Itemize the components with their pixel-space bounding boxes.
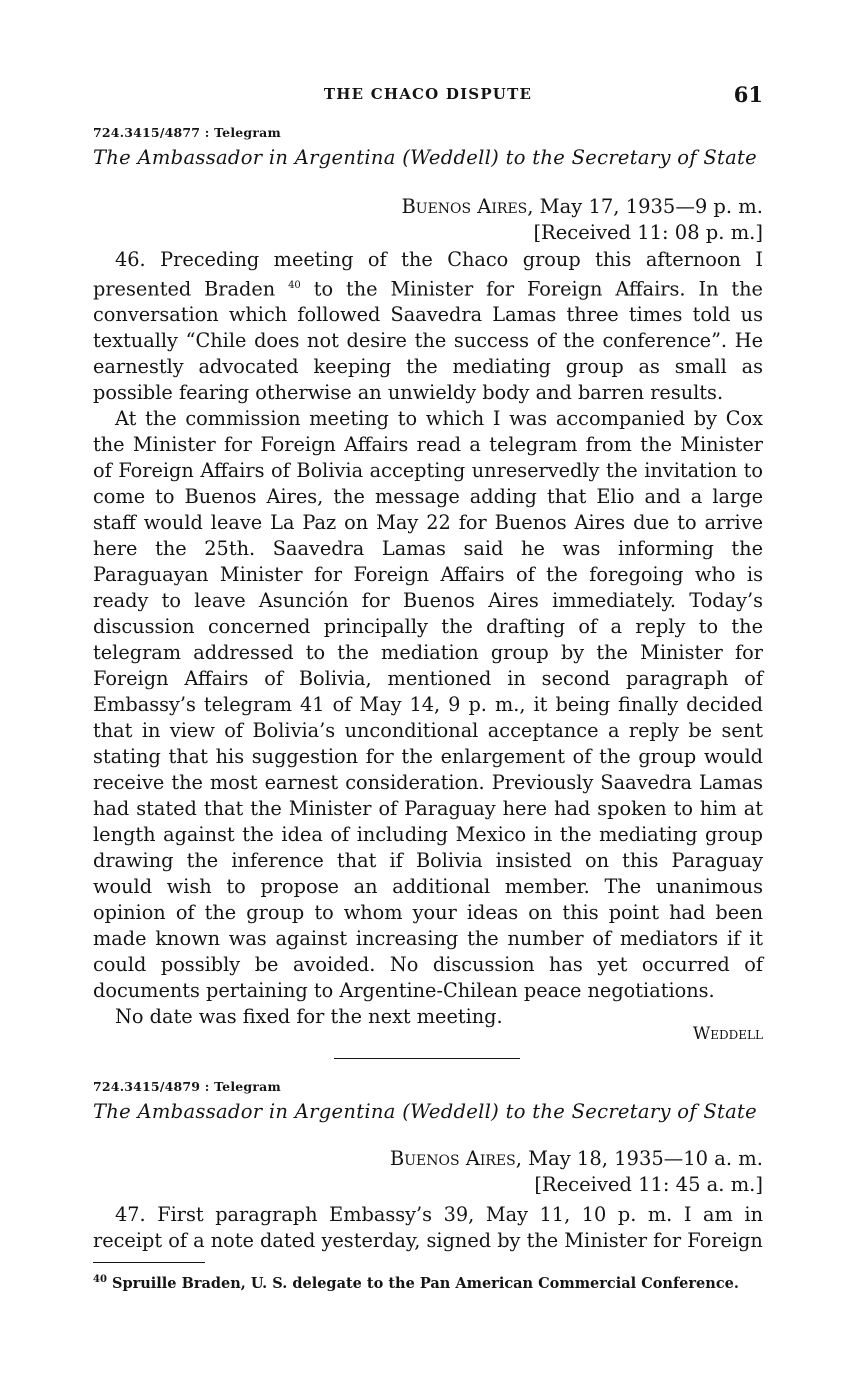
dateline-date: May 18, 1935—10 a. m. <box>528 1147 763 1170</box>
document-heading: The Ambassador in Argentina (Weddell) to the Secretary of State <box>93 146 758 169</box>
dateline-place: Buenos Aires, <box>389 1147 522 1170</box>
file-reference: 724.3415/4877 : Telegram <box>93 125 281 140</box>
signature-block <box>93 1024 763 1044</box>
page-number: 61 <box>733 82 763 107</box>
paragraph-text: to the Minister for Foreign Affairs. In the conversation which followed Saavedra Lamas three times told us textually “Chile does not desire the success of the conference”. He earnestly advocated keeping the mediating group as small as possible fearing otherwise an unwieldy body and barren results. <box>93 277 763 405</box>
document-1-body <box>93 247 763 1030</box>
dateline-1 <box>93 194 763 246</box>
paragraph: 47. First paragraph Embassy’s 39, May 11, 10 p. m. I am in receipt of a note dated yesterday, signed by the Minister for Foreign <box>93 1203 763 1252</box>
footnote-block <box>93 1274 763 1292</box>
document-heading: The Ambassador in Argentina (Weddell) to the Secretary of State <box>93 1100 758 1123</box>
section-divider <box>334 1058 520 1059</box>
footnote-rule <box>93 1262 205 1263</box>
paragraph: No date was fixed for the next meeting. <box>115 1005 503 1029</box>
paragraph-text: 46. Preceding meeting of the Chaco group this afternoon I presented Braden <box>93 248 763 301</box>
signature: Weddell <box>692 1024 763 1044</box>
dateline-2 <box>93 1146 763 1198</box>
document-1 <box>93 125 763 169</box>
dateline <box>93 194 763 220</box>
dateline <box>93 1146 763 1172</box>
received-line: [Received 11: 08 p. m.] <box>533 221 763 244</box>
footnote-marker: 40 <box>288 280 301 291</box>
dateline-place: Buenos Aires, <box>401 195 534 218</box>
paragraph <box>93 247 763 406</box>
document-2-body <box>93 1202 763 1254</box>
footnote-number: 40 <box>93 1274 107 1285</box>
received-line: [Received 11: 45 a. m.] <box>534 1173 763 1196</box>
running-head <box>93 82 763 106</box>
document-2 <box>93 1079 763 1123</box>
footnote-text: Spruille Braden, U. S. delegate to the Pan American Commercial Conference. <box>111 1274 739 1292</box>
running-title: THE CHACO DISPUTE <box>323 85 533 103</box>
dateline-date: May 17, 1935—9 p. m. <box>539 195 763 218</box>
paragraph: At the commission meeting to which I was accompanied by Cox the Minister for Foreign Affairs read a telegram from the Minister of Foreign Affairs of Bolivia accepting unreservedly the invitation to come to Buenos Aires, the message adding that Elio and a large staff would leave La Paz on May 22 for Buenos Aires due to arrive here the 25th. Saavedra Lamas said he was informing the Paraguayan Minister for Foreign Affairs of the foregoing who is ready to leave Asunción for Buenos Aires immediately. Today’s discussion concerned principally the drafting of a reply to the telegram addressed to the mediation group by the Minister for Foreign Affairs of Bolivia, mentioned in second paragraph of Embassy’s telegram 41 of May 14, 9 p. m., it being finally decided that in view of Bolivia’s unconditional acceptance a reply be sent stating that his suggestion for the enlargement of the group would receive the most earnest consideration. Previously Saavedra Lamas had stated that the Minister of Paraguay here had spoken to him at length against the idea of including Mexico in the mediating group drawing the inference that if Bolivia insisted on this Paraguay would wish to propose an additional member. The unanimous opinion of the group to whom your ideas on this point had been made known was against increasing the number of mediators if it could possibly be avoided. No discussion has yet occurred of documents pertaining to Argentine-Chilean peace negotiations. <box>93 407 763 1003</box>
file-reference: 724.3415/4879 : Telegram <box>93 1079 281 1094</box>
footnote <box>93 1274 763 1292</box>
